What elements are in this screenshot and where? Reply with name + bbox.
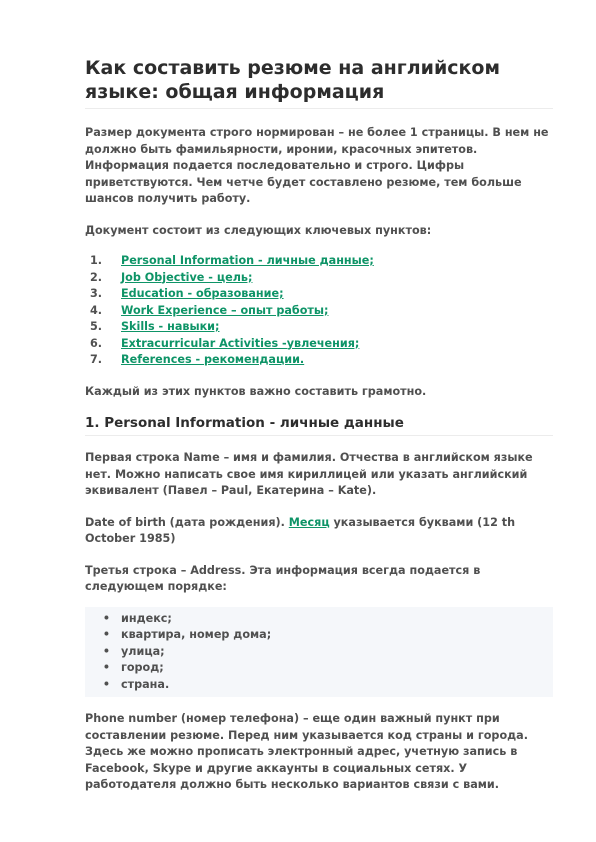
bullet-icon: • xyxy=(102,644,111,658)
list-item: • улица; xyxy=(85,644,553,661)
toc-item: 4. Work Experience – опыт работы; xyxy=(89,303,329,317)
toc-item: 2. Job Objective - цель; xyxy=(89,270,253,284)
toc-item: 5. Skills - навыки; xyxy=(89,320,220,333)
document-page xyxy=(85,56,553,794)
toc-link-education[interactable]: Education - образование; xyxy=(121,287,284,300)
name-paragraph: Первая строка Name – имя и фамилия. Отчества в английском языке нет. Можно написать свое имя кириллицей или указать английский эквивалент (Павел – Paul, Екатерина – Kate). xyxy=(85,451,533,497)
address-list xyxy=(85,607,553,698)
list-intro: Документ состоит из следующих ключевых пунктов: xyxy=(85,223,432,237)
toc-list xyxy=(85,253,553,369)
page-title: Как составить резюме на английском языке: общая информация xyxy=(85,56,553,109)
bullet-icon: • xyxy=(102,611,111,625)
address-paragraph: Третья строка – Address. Эта информация всегда подается в следующем порядке: xyxy=(85,563,481,593)
toc-item: 6. Extracurricular Activities -увлечения; xyxy=(89,336,360,350)
phone-paragraph: Phone number (номер телефона) – еще один важный пункт при составлении резюме. Перед ним указывается код страны и города. Здесь же можно прописать электронный адрес, учетную запись в Facebook, Skype и другие аккаунты в социальных сетях. У работодателя должно быть несколько вариантов связи с вами. xyxy=(85,712,528,791)
intro-paragraph: Размер документа строго нормирован – не более 1 страницы. В нем не должно быть фамильярности, иронии, красочных эпитетов. Информация подается последовательно и строго. Цифры приветствуются. Чем четче будет составлено резюме, тем больше шансов получить работу. xyxy=(85,126,549,205)
toc-item: 1. Personal Information - личные данные; xyxy=(89,254,374,267)
toc-link-skills[interactable]: Skills - навыки; xyxy=(121,320,220,333)
toc-link-extracurricular-activities[interactable]: Extracurricular Activities -увлечения; xyxy=(121,336,360,350)
toc-item: 3. Education - образование; xyxy=(89,287,284,300)
toc-link-job-objective[interactable]: Job Objective - цель; xyxy=(121,270,253,284)
bullet-icon: • xyxy=(102,628,111,641)
list-item: • квартира, номер дома; xyxy=(85,627,553,644)
toc-link-references[interactable]: References - рекомендации. xyxy=(121,353,305,366)
section-heading-personal-information: 1. Personal Information - личные данные xyxy=(85,414,553,436)
list-item: • город; xyxy=(85,660,553,677)
bullet-icon: • xyxy=(102,661,111,674)
list-item: • индекс; xyxy=(85,611,553,628)
bullet-icon: • xyxy=(102,677,111,691)
list-item: • страна. xyxy=(85,677,553,694)
toc-item: 7. References - рекомендации. xyxy=(89,353,305,366)
list-outro: Каждый из этих пунктов важно составить грамотно. xyxy=(85,384,427,398)
dob-paragraph: Date of birth (дата рождения). Месяц указывается буквами (12 th October 1985) xyxy=(85,515,516,545)
month-link[interactable]: Месяц xyxy=(288,515,330,529)
toc-link-personal-information[interactable]: Personal Information - личные данные; xyxy=(121,254,374,267)
toc-link-work-experience[interactable]: Work Experience – опыт работы; xyxy=(121,303,329,317)
